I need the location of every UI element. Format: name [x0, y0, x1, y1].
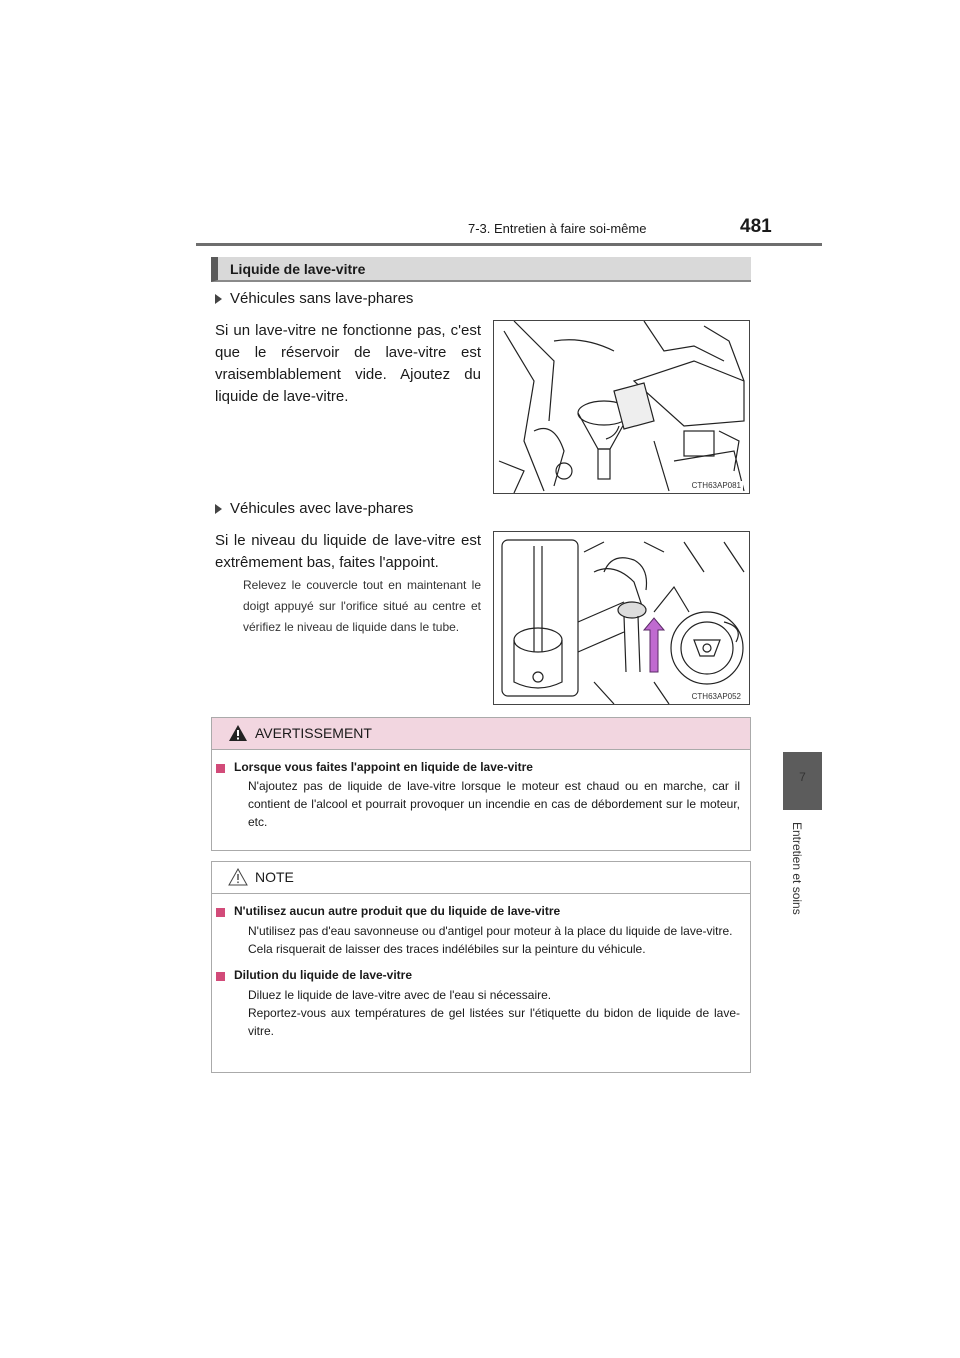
warning-title: AVERTISSEMENT [255, 725, 372, 741]
page-number: 481 [740, 216, 772, 237]
note-box [211, 861, 751, 1073]
note-item-body: Reportez-vous aux températures de gel listées sur l'étiquette du bidon de liquide de lave-vitre. [248, 1006, 740, 1038]
illustration-pouring-fluid [494, 321, 749, 493]
warning-triangle-icon [228, 724, 248, 742]
block2-note: Relevez le couvercle tout en maintenant le doigt appuyé sur l'orifice situé au centre et vérifiez le niveau de liquide dans le tube. [243, 578, 481, 634]
warning-item [216, 760, 750, 831]
note-item [216, 968, 750, 1040]
section-title: Liquide de lave-vitre [230, 261, 366, 277]
subheading-with-headlamp-cleaner: Véhicules avec lave-phares [215, 500, 413, 517]
caution-triangle-icon [228, 868, 248, 886]
note-item [216, 904, 750, 958]
chapter-label: Entretien et soins [790, 822, 804, 915]
triangle-bullet-icon [215, 294, 222, 304]
note-title: NOTE [255, 869, 294, 885]
block1-text: Si un lave-vitre ne fonctionne pas, c'est que le réservoir de lave-vitre est vraisemblablement vide. Ajoutez du liquide de lave-vitre. [215, 322, 481, 405]
section-header [211, 257, 751, 282]
figure-code: CTH63AP081 [691, 481, 741, 490]
header-section-title: 7-3. Entretien à faire soi-même [468, 221, 647, 236]
note-item-body: Diluez le liquide de lave-vitre avec de l'eau si nécessaire. [248, 988, 552, 1002]
subheading-no-headlamp-cleaner: Véhicules sans lave-phares [215, 290, 413, 307]
square-bullet-icon [216, 908, 225, 917]
square-bullet-icon [216, 764, 225, 773]
note-item-title: Dilution du liquide de lave-vitre [234, 968, 413, 982]
figure-code: CTH63AP052 [691, 692, 741, 701]
square-bullet-icon [216, 972, 225, 981]
figure-filling-reservoir [493, 320, 750, 494]
warning-item-body: N'ajoutez pas de liquide de lave-vitre lorsque le moteur est chaud ou en marche, car il contient de l'alcool et pourrait provoquer un incendie en cas de débordement sur le moteur, etc. [248, 779, 740, 829]
warning-box [211, 717, 751, 851]
triangle-bullet-icon [215, 504, 222, 514]
note-item-title: N'utilisez aucun autre produit que du liquide de lave-vitre [234, 904, 561, 918]
warning-item-title: Lorsque vous faites l'appoint en liquide de lave-vitre [234, 760, 533, 774]
warning-header [212, 718, 750, 750]
block2-text: Si le niveau du liquide de lave-vitre est extrêmement bas, faites l'appoint. [215, 532, 481, 571]
illustration-check-fluid-level [494, 532, 749, 704]
note-item-body: Cela risquerait de laisser des traces indélébiles sur la peinture du véhicule. [248, 942, 646, 956]
figure-check-level [493, 531, 750, 705]
note-item-body: N'utilisez pas d'eau savonneuse ou d'antigel pour moteur à la place du liquide de lave-vitre. [248, 924, 733, 938]
note-header [212, 862, 750, 894]
header-rule [196, 243, 822, 246]
chapter-number: 7 [799, 770, 806, 784]
arrow-up-icon [644, 618, 664, 672]
